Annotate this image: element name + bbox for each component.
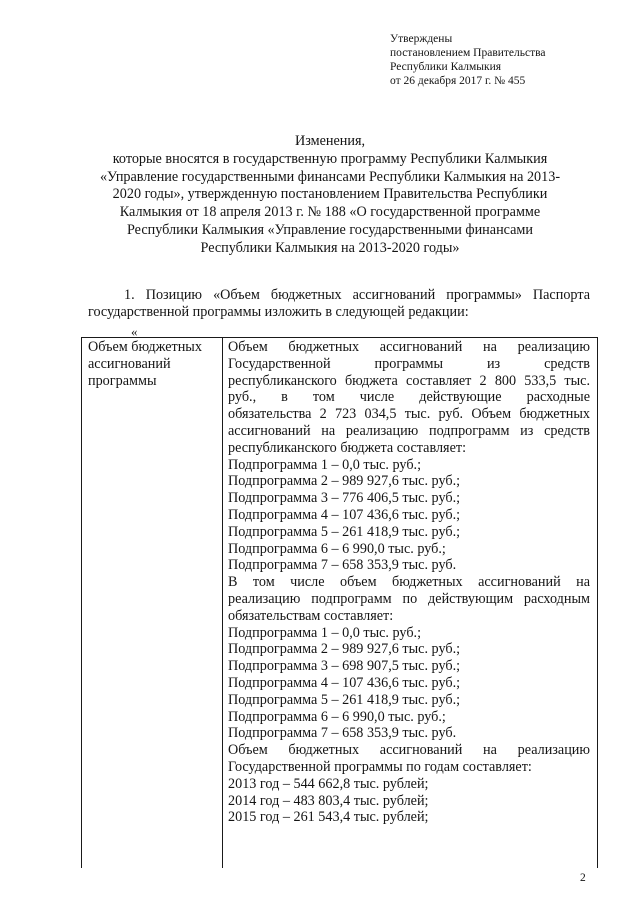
table-left-cell [88, 339, 220, 389]
approval-line: Утверждены [390, 33, 453, 45]
document-title [60, 133, 600, 258]
table-right-cell [228, 339, 590, 826]
approval-line: Республики Калмыкия [390, 61, 502, 73]
right-cell-line: ассигнований на реализацию подпрограмм из средств [228, 422, 590, 439]
title-line: 2020 годы», утвержденную постановлением Правительства Республики [112, 186, 548, 203]
budget-table [81, 337, 598, 868]
right-cell-line: Подпрограмма 3 – 698 907,5 тыс. руб.; [228, 658, 461, 675]
right-cell-line: республиканского бюджета составляет 2 800 533,5 тыс. [228, 372, 590, 389]
right-cell-line: Подпрограмма 7 – 658 353,9 тыс. руб. [228, 557, 457, 574]
right-cell-line: Объем бюджетных ассигнований на реализацию [228, 339, 590, 355]
approval-stamp [390, 32, 546, 88]
right-cell-line: Подпрограмма 2 – 989 927,6 тыс. руб.; [228, 473, 461, 490]
right-cell-line: 2015 год – 261 543,4 тыс. рублей; [228, 809, 429, 826]
approval-line: от 26 декабря 2017 г. № 455 [390, 75, 526, 87]
title-line: которые вносятся в государственную программу Республики Калмыкия [112, 150, 548, 167]
right-cell-line: Подпрограмма 4 – 107 436,6 тыс. руб.; [228, 674, 461, 691]
right-cell-line: Подпрограмма 2 – 989 927,6 тыс. руб.; [228, 641, 461, 658]
right-cell-line: Подпрограмма 5 – 261 418,9 тыс. руб.; [228, 691, 461, 708]
right-cell-line: 2013 год – 544 662,8 тыс. рублей; [228, 775, 429, 792]
right-cell-line: реализацию подпрограмм по действующим расходным [228, 590, 590, 607]
right-cell-line: Подпрограмма 4 – 107 436,6 тыс. руб.; [228, 506, 461, 523]
right-cell-line: руб., в том числе действующие расходные [228, 389, 590, 406]
right-cell-line: Подпрограмма 7 – 658 353,9 тыс. руб. [228, 725, 457, 742]
left-cell-line: Объем бюджетных [88, 339, 202, 355]
page-number: 2 [580, 872, 586, 884]
title-line: Республики Калмыкия на 2013-2020 годы» [200, 239, 460, 256]
right-cell-line: 2014 год – 483 803,4 тыс. рублей; [228, 792, 429, 809]
right-cell-line: Государственной программы по годам составляет: [228, 758, 532, 775]
right-cell-line: Подпрограмма 6 – 6 990,0 тыс. руб.; [228, 708, 446, 725]
column-divider [222, 338, 223, 868]
paragraph-line: 1. Позицию «Объем бюджетных ассигнований программы» Паспорта [124, 287, 590, 303]
right-cell-line: обязательства 2 723 034,5 тыс. руб. Объем бюджетных [228, 406, 590, 423]
right-cell-line: В том числе объем бюджетных ассигнований на [228, 574, 590, 591]
title-line: Калмыкия от 18 апреля 2013 г. № 188 «О государственной программе [119, 204, 541, 221]
opening-quote: « [131, 324, 138, 339]
right-cell-line: Подпрограмма 6 – 6 990,0 тыс. руб.; [228, 540, 446, 557]
amendment-paragraph [88, 287, 590, 321]
approval-line: постановлением Правительства [390, 47, 546, 59]
right-cell-line: республиканского бюджета составляет: [228, 439, 467, 456]
right-cell-line: Подпрограмма 5 – 261 418,9 тыс. руб.; [228, 523, 461, 540]
title-line: Изменения, [294, 133, 366, 149]
title-line: Республики Калмыкия «Управление государственными финансами [126, 221, 534, 238]
right-cell-line: Подпрограмма 3 – 776 406,5 тыс. руб.; [228, 490, 461, 507]
left-cell-line: программы [88, 372, 157, 389]
left-cell-line: ассигнований [88, 355, 171, 372]
right-cell-line: обязательствам составляет: [228, 607, 394, 624]
paragraph-line: государственной программы изложить в следующей редакции: [88, 304, 469, 320]
right-cell-line: Объем бюджетных ассигнований на реализацию [228, 742, 590, 759]
right-cell-line: Государственной программы из средств [228, 355, 590, 372]
right-cell-line: Подпрограмма 1 – 0,0 тыс. руб.; [228, 624, 422, 641]
title-line: «Управление государственными финансами Республики Калмыкия на 2013- [99, 168, 561, 185]
right-cell-line: Подпрограмма 1 – 0,0 тыс. руб.; [228, 456, 422, 473]
